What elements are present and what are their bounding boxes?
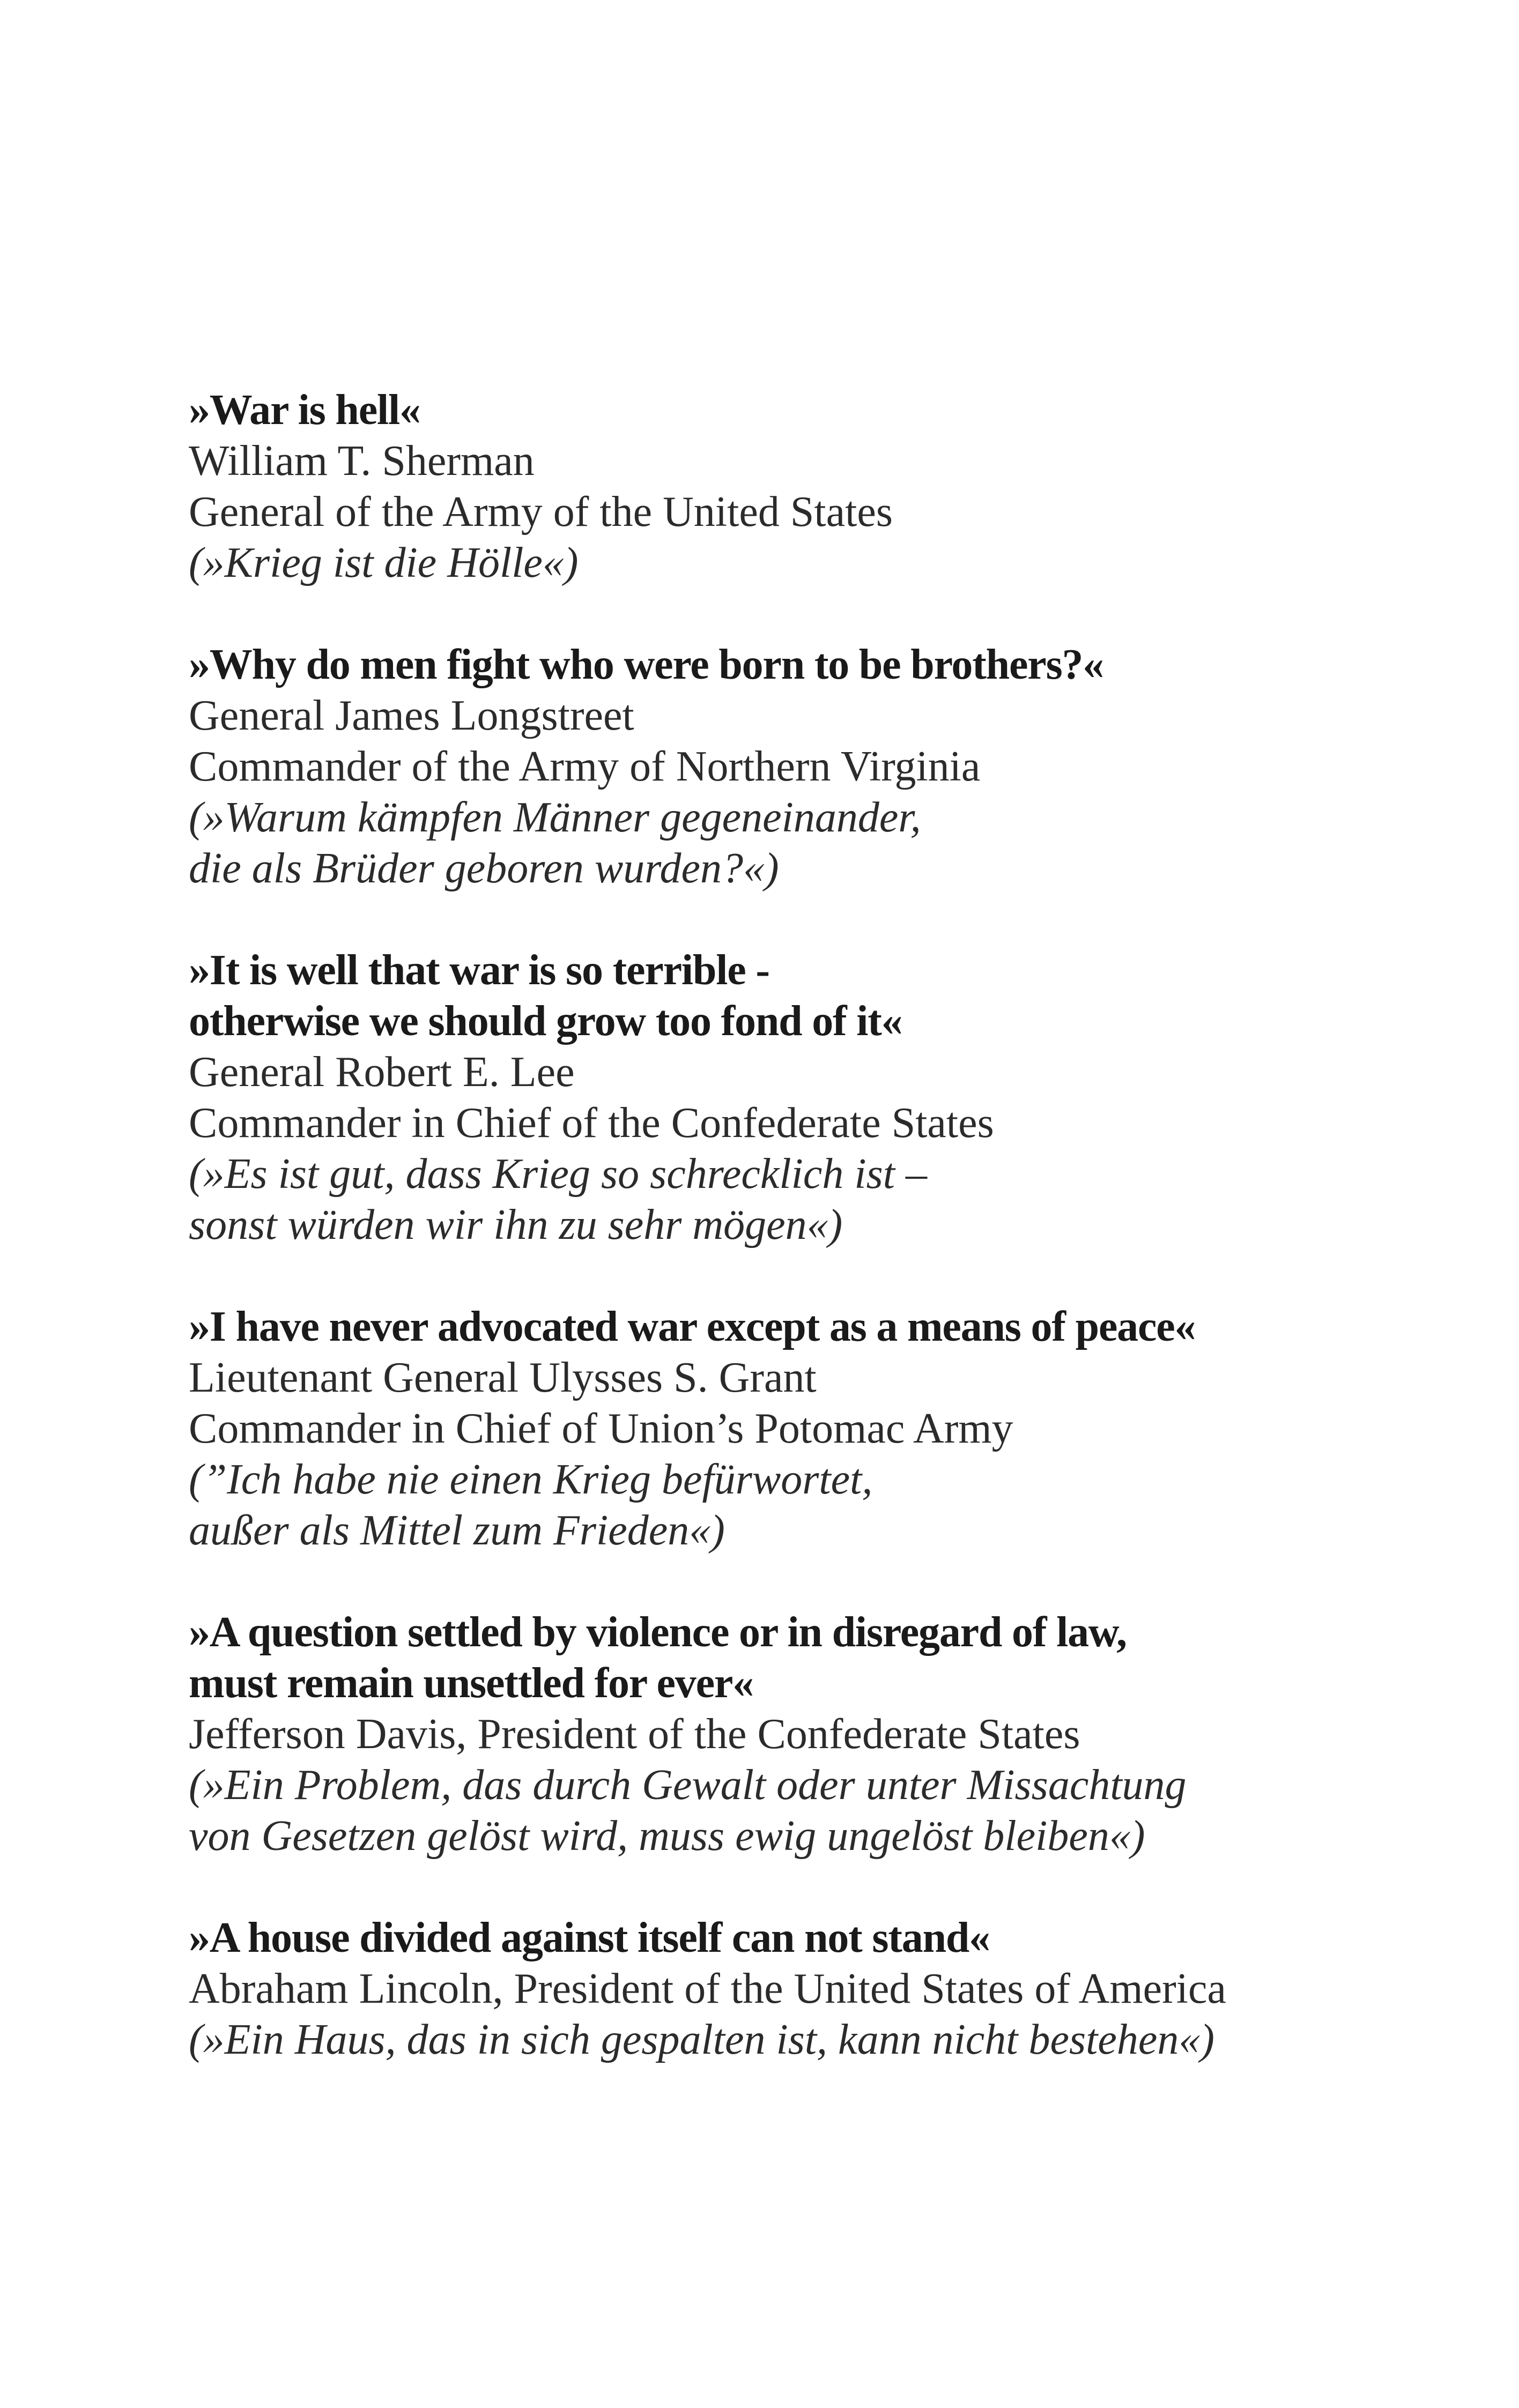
- german-translation: (»Ein Haus, das in sich gespalten ist, kann nicht bestehen«): [189, 2016, 1215, 2063]
- quote-text: »War is hell«: [189, 387, 420, 434]
- quote-entry: [189, 945, 1422, 1251]
- german-translation: (»Ein Problem, das durch Gewalt oder unter Missachtung: [189, 1762, 1187, 1809]
- quote-entry: [189, 385, 1422, 589]
- german-translation: außer als Mittel zum Frieden«): [189, 1507, 725, 1554]
- author-name: General Robert E. Lee: [189, 1049, 575, 1096]
- quote-text: »Why do men fight who were born to be brothers?«: [189, 641, 1104, 688]
- german-translation: von Gesetzen gelöst wird, muss ewig ungelöst bleiben«): [189, 1812, 1145, 1860]
- author-title: General of the Army of the United States: [189, 488, 893, 536]
- german-translation: (»Warum kämpfen Männer gegeneinander,: [189, 794, 921, 841]
- author-title: Commander in Chief of Union’s Potomac Army: [189, 1405, 1013, 1452]
- author-title: Commander of the Army of Northern Virginia: [189, 743, 981, 790]
- author-name: Jefferson Davis, President of the Confederate States: [189, 1711, 1080, 1758]
- german-translation: (»Krieg ist die Hölle«): [189, 539, 579, 586]
- quote-text: otherwise we should grow too fond of it«: [189, 998, 902, 1045]
- quote-entry: [189, 1302, 1422, 1556]
- german-translation: (”Ich habe nie einen Krieg befürwortet,: [189, 1456, 873, 1503]
- quote-entry: [189, 1913, 1422, 2065]
- quote-text: »A house divided against itself can not stand«: [189, 1914, 990, 1961]
- quote-entry: [189, 640, 1422, 894]
- quote-text: »I have never advocated war except as a means of peace«: [189, 1303, 1196, 1350]
- quote-text: »A question settled by violence or in disregard of law,: [189, 1609, 1127, 1656]
- author-name: Abraham Lincoln, President of the United States of America: [189, 1965, 1227, 2012]
- author-name: William T. Sherman: [189, 437, 535, 485]
- author-name: Lieutenant General Ulysses S. Grant: [189, 1354, 817, 1401]
- german-translation: die als Brüder geboren wurden?«): [189, 845, 779, 892]
- quote-text: must remain unsettled for ever«: [189, 1660, 753, 1707]
- quote-page: [189, 385, 1422, 2116]
- german-translation: sonst würden wir ihn zu sehr mögen«): [189, 1201, 843, 1248]
- author-name: General James Longstreet: [189, 692, 634, 739]
- german-translation: (»Es ist gut, dass Krieg so schrecklich ist –: [189, 1150, 927, 1198]
- author-title: Commander in Chief of the Confederate States: [189, 1099, 994, 1147]
- quote-text: »It is well that war is so terrible -: [189, 947, 769, 994]
- quote-entry: [189, 1607, 1422, 1862]
